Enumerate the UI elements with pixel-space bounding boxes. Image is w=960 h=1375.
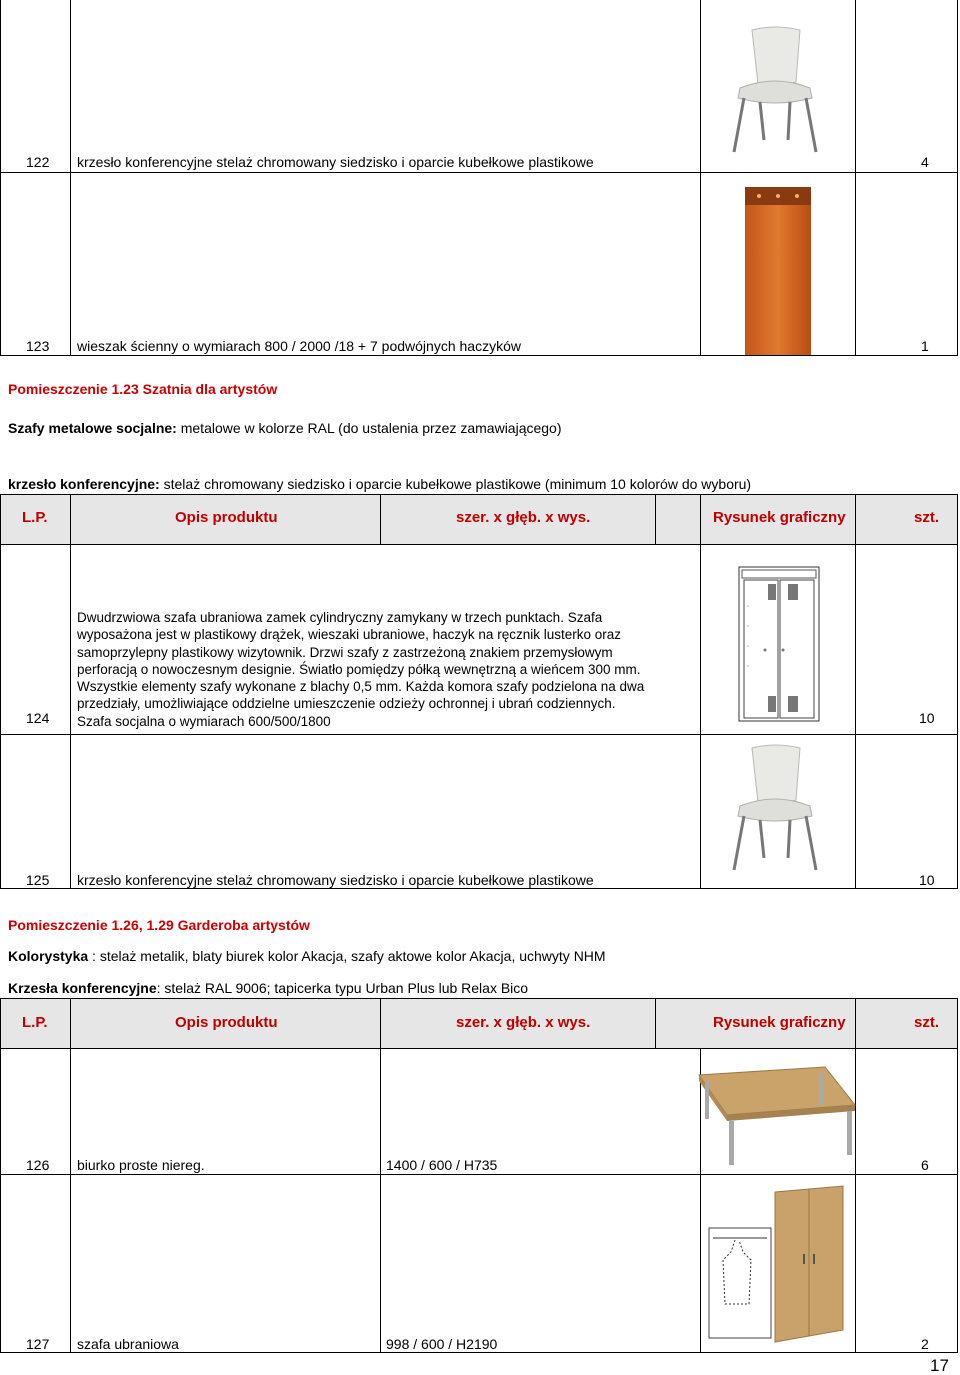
header-wymiary: szer. x głęb. x wys. [456,509,591,526]
header-szt: szt. [914,1014,940,1031]
row-description: Dwudrzwiowa szafa ubraniowa zamek cylindryczny zamykany w trzech punktach. Szafa wyposażona jest w plastikowy drążek, wieszaki ubraniowe, haczyk na ręcznik lusterko oraz samoprzylepny plastikowy wizytownik. Drzwi szafy z zastrzeżoną znakiem przemysłowym perforacją o nowoczesnym designie. Światło pomiędzy półką wewnętrzną a wieńcem 300 mm. Wszystkie elementy szafy wykonane z blachy 0,5 mm. Każda komora szafy podzielona na dwa przedziały, umożliwiające oddzielne umieszczenie odzieży ochronnej i ubrań codziennych. Szafa socjalna o wymiarach 600/500/1800 [77,610,645,729]
row-description: krzesło konferencyjne stelaż chromowany siedzisko i oparcie kubełkowe plastikowe [77,872,594,888]
chair-image [720,22,830,164]
section-line-text: : stelaż RAL 9006; tapicerka typu Urban Plus lub Relax Bico [156,980,529,996]
header-lp: L.P. [22,1014,48,1031]
row-lp: 127 [26,1336,50,1352]
row-lp: 123 [26,338,50,354]
header-rysunek: Rysunek graficzny [713,1014,846,1031]
row-lp: 124 [26,710,50,726]
section-line-text: stelaż chromowany siedzisko i oparcie kubełkowe plastikowe (minimum 10 kolorów do wyboru) [159,476,752,492]
row-quantity: 4 [921,154,929,170]
row-description: szafa ubraniowa [77,1336,179,1352]
section-line-text: metalowe w kolorze RAL (do ustalenia przez zamawiającego) [176,420,562,436]
row-lp: 126 [26,1157,50,1173]
section-line-text: : stelaż metalik, blaty biurek kolor Akacja, szafy aktowe kolor Akacja, uchwyty NHM [88,948,606,964]
row-quantity: 10 [919,710,935,726]
row-lp: 122 [26,154,50,170]
section-line [8,948,606,964]
desk-image [697,1065,857,1175]
row-lp: 125 [26,872,50,888]
row-quantity: 2 [921,1336,929,1352]
header-rysunek: Rysunek graficzny [713,509,846,526]
section-line-label: Szafy metalowe socjalne: [8,420,177,436]
wardrobe-image [705,1184,850,1349]
section-line [8,980,528,996]
header-wymiary: szer. x głęb. x wys. [456,1014,591,1031]
header-szt: szt. [914,509,940,526]
chair-image [720,740,830,882]
header-lp: L.P. [22,509,48,526]
section-line [8,476,751,492]
row-description: biurko proste niereg. [77,1157,205,1173]
row-quantity: 10 [919,872,935,888]
header-opis: Opis produktu [175,1014,278,1031]
section-line-label: Kolorystyka [8,948,89,964]
row-quantity: 1 [921,338,929,354]
section-line-label: krzesło konferencyjne: [8,476,160,492]
section-line-label: Krzesła konferencyjne [8,980,157,996]
header-opis: Opis produktu [175,509,278,526]
row-description: krzesło konferencyjne stelaż chromowany siedzisko i oparcie kubełkowe plastikowe [77,154,594,170]
section-title: Pomieszczenie 1.26, 1.29 Garderoba artystów [8,917,310,933]
section-title: Pomieszczenie 1.23 Szatnia dla artystów [8,381,278,397]
page-number: 17 [930,1356,949,1375]
section-line [8,420,562,436]
row-description: wieszak ścienny o wymiarach 800 / 2000 /18 + 7 podwójnych haczyków [77,338,521,354]
row-dimensions: 1400 / 600 / H735 [386,1157,498,1173]
wall-hanger-image [745,187,811,355]
row-dimensions: 998 / 600 / H2190 [386,1336,498,1352]
metal-locker-image [738,566,820,722]
row-quantity: 6 [921,1157,929,1173]
